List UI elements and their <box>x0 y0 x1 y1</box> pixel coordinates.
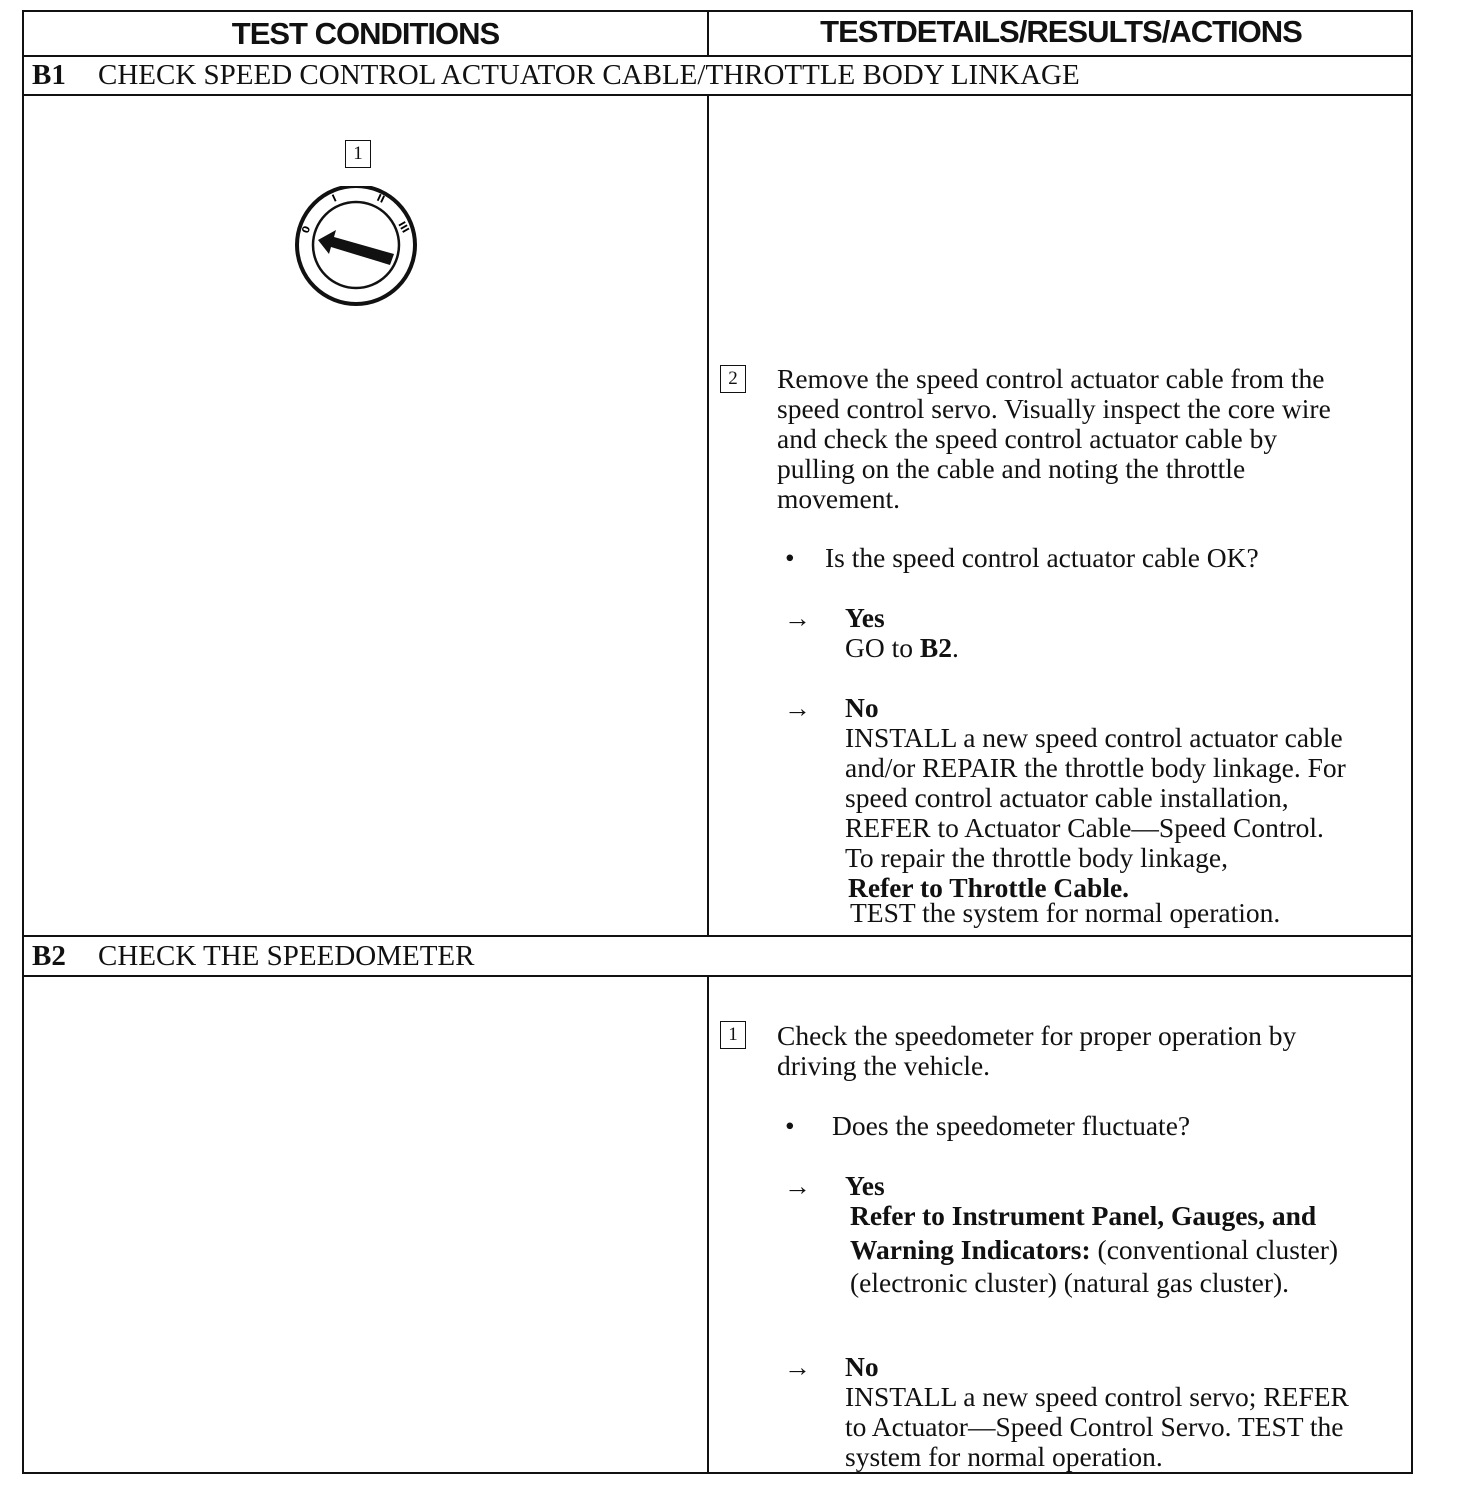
b1-instruction-line: pulling on the cable and noting the throttle <box>777 453 1246 484</box>
b1-bullet: • <box>785 542 795 573</box>
b1-yes-label: Yes <box>845 602 885 633</box>
b2-no-answer <box>845 1352 1405 1472</box>
b2-instruction-line: driving the vehicle. <box>777 1050 991 1081</box>
b1-yes-arrow-icon: → <box>784 603 811 633</box>
b2-question: Does the speedometer fluctuate? <box>832 1110 1191 1141</box>
b1-instructions <box>777 364 1407 514</box>
b2-no-line: system for normal operation. <box>845 1441 1163 1472</box>
b1-yes-action-ref: B2 <box>919 632 952 663</box>
b1-no-line: INSTALL a new speed control actuator cable <box>845 722 1343 753</box>
b1-title: CHECK SPEED CONTROL ACTUATOR CABLE/THROTTLE BODY LINKAGE <box>98 59 1080 91</box>
b1-yes-action-suffix: . <box>951 632 959 663</box>
b2-yes-answer <box>845 1171 1405 1298</box>
header-test-conditions: TEST CONDITIONS <box>231 16 500 51</box>
b2-no-arrow-icon: → <box>784 1352 811 1382</box>
b2-yes-refer-rest: (conventional cluster) <box>1090 1234 1339 1265</box>
b1-instruction-line: and check the speed control actuator cable by <box>777 423 1278 454</box>
b1-no-line: To repair the throttle body linkage, <box>845 842 1228 873</box>
b2-title: CHECK THE SPEEDOMETER <box>98 940 475 972</box>
b2-no-label: No <box>845 1351 879 1382</box>
ignition-pos-2: II <box>374 192 387 206</box>
b2-yes-refer-bold: Warning Indicators: <box>850 1234 1091 1265</box>
b1-no-line: and/or REPAIR the throttle body linkage. For <box>845 752 1346 783</box>
b1-no-answer <box>845 693 1405 928</box>
b2-section-title <box>32 940 474 973</box>
b1-no-line: speed control actuator cable installation, <box>845 782 1289 813</box>
b2-title-divider <box>24 975 1411 977</box>
column-divider-b1 <box>707 94 709 935</box>
b1-no-line: REFER to Actuator Cable—Speed Control. <box>845 812 1324 843</box>
b1-instruction-line: movement. <box>777 483 900 514</box>
diagnostic-table <box>22 10 1413 1474</box>
b1-yes-action <box>845 633 959 663</box>
b2-yes-refer-line3: (electronic cluster) (natural gas cluster). <box>850 1267 1290 1298</box>
b2-instruction-line: Check the speedometer for proper operation by <box>777 1020 1297 1051</box>
b1-step-box: 2 <box>720 365 746 393</box>
b2-yes-arrow-icon: → <box>784 1171 811 1201</box>
ignition-key-pointer <box>318 230 394 265</box>
b2-yes-label: Yes <box>845 1170 885 1201</box>
b1-yes-action-text: GO to <box>845 632 920 663</box>
b2-bullet: • <box>785 1110 795 1141</box>
b2-yes-refer-line1: Refer to Instrument Panel, Gauges, and <box>850 1200 1317 1231</box>
b1-no-test: TEST the system for normal operation. <box>850 897 1281 928</box>
b1-no-arrow-icon: → <box>784 693 811 723</box>
header-test-details: TESTDETAILS/RESULTS/ACTIONS <box>820 14 1302 49</box>
ignition-switch-icon <box>292 186 420 308</box>
b2-no-line: to Actuator—Speed Control Servo. TEST the <box>845 1411 1344 1442</box>
b1-condition-step-box: 1 <box>345 140 371 168</box>
b2-no-line: INSTALL a new speed control servo; REFER <box>845 1381 1349 1412</box>
b1-no-refer: Refer to Throttle Cable. <box>848 872 1130 903</box>
b2-section-divider <box>24 935 1411 937</box>
b2-instructions <box>777 1021 1407 1081</box>
b1-section-title <box>32 59 1080 92</box>
ignition-pos-1: I <box>330 193 339 205</box>
ignition-pos-0: 0 <box>300 224 314 236</box>
b2-id: B2 <box>32 940 66 972</box>
b1-instruction-line: speed control servo. Visually inspect the core wire <box>777 393 1331 424</box>
b2-step-box: 1 <box>720 1021 746 1049</box>
column-divider-b2 <box>707 975 709 1474</box>
b1-no-label: No <box>845 692 879 723</box>
b1-instruction-line: Remove the speed control actuator cable from the <box>777 363 1325 394</box>
b1-title-divider <box>24 94 1411 96</box>
b1-id: B1 <box>32 59 66 91</box>
b2-yes-refer-line2 <box>850 1235 1405 1265</box>
ignition-pos-3: III <box>395 220 411 236</box>
header-divider <box>24 55 1411 57</box>
b1-yes-answer <box>845 603 959 663</box>
b1-question: Is the speed control actuator cable OK? <box>825 542 1259 573</box>
